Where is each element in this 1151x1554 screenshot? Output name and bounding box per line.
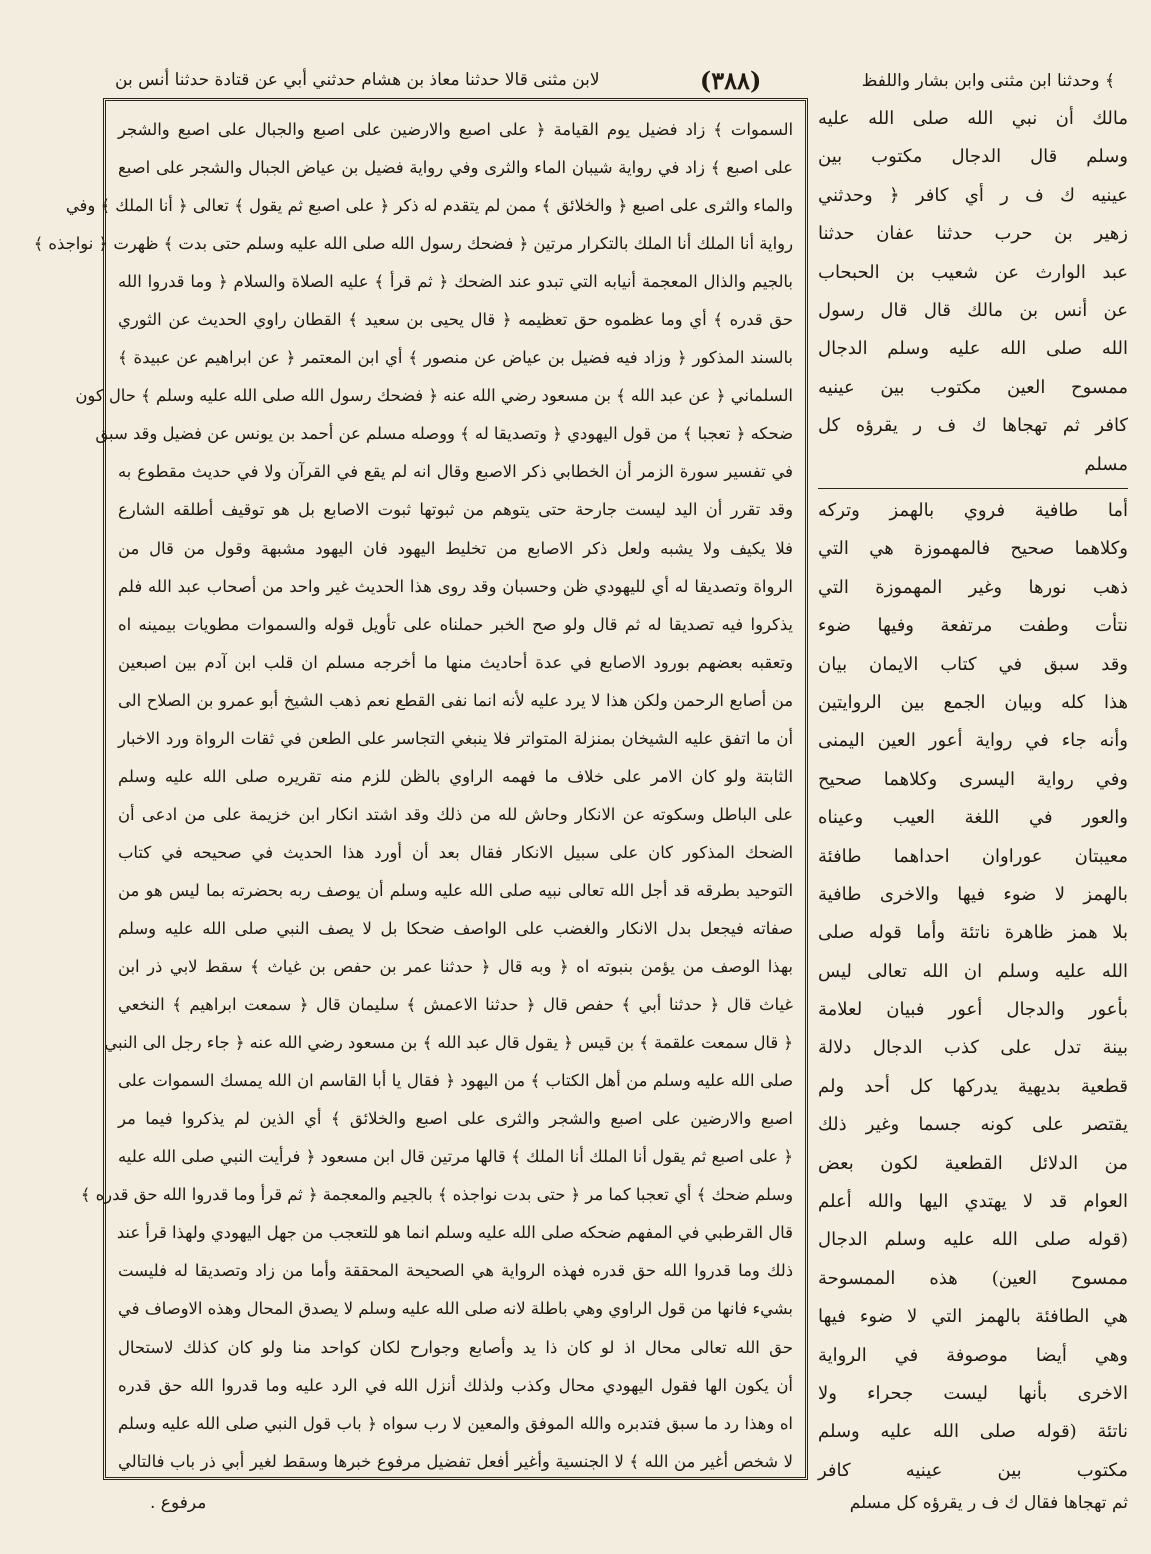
text-line: فلا يكيف ولا يشبه ولعل ذكر الاصابع من تخليط اليهود فان اليهود مشبهة وقول من قال من [118,538,793,558]
text-line: لا شخص أغير من الله ﴾ لا الجنسية وأغير أفعل تفضيل مرفوع خبرها وسقط لغير أبي ذر باب فالتالي [118,1451,793,1471]
text-line: اصبع والارضين على اصبع والشجر والثرى على اصبع والخلائق ﴾ أي الذين لم يذكروا فيما مر [118,1109,793,1129]
text-line: صلى الله عليه وسلم من أهل الكتاب ﴾ من اليهود ﴿ فقال يا أبا القاسم ان الله يمسك السموات على [118,1071,793,1091]
side-text-line: وفي رواية اليسرى وكلاهما صحيح [818,768,1128,790]
text-line: الرواة وتصديقا له أي لليهودي ظن وحسبان وقد روى هذا الحديث غير واحد من أصحاب عبد الله فلم [118,576,793,596]
side-text-line: العوام قد لا يهتدي اليها والله أعلم [818,1191,1128,1213]
side-text-line: ممسوح العين) هذه الممسوحة [818,1267,1128,1289]
side-text-line: أما طافية فروي بالهمز وتركه [818,500,1128,521]
text-line: بالجيم والذال المعجمة أنيابه التي تبدو عند الضحك ﴿ ثم قرأ ﴾ عليه الصلاة والسلام ﴿ وما قدروا الله [118,272,793,292]
text-line: الثابتة ولو كان الامر على خلاف ما فهمه الراوي بالظن للزم منه تقريره صلى الله عليه وسلم [118,766,793,786]
side-text-line: وسلم قال الدجال مكتوب بين [818,146,1128,168]
header-right-text: ﴾ وحدثنا ابن مثنى وابن بشار واللفظ [861,70,1115,91]
text-line: ﴿ قال سمعت علقمة ﴾ بن قيس ﴿ يقول قال عبد الله ﴾ بن مسعود رضي الله عنه ﴿ جاء رجل الى النبي [104,1033,793,1053]
side-text-line: الله عليه وسلم ان الله تعالى ليس [818,960,1128,982]
side-text-line: قطعية بديهية يدركها كل أحد ولم [818,1075,1128,1097]
side-text-line: عن أنس بن مالك قال قال رسول [818,299,1128,321]
text-line: ذلك وما قدروا الله حق قدره فهذه الرواية هي الصحيحة المحققة وأما من زاد وتصديقا له فليست [118,1261,793,1281]
side-text-line: وهي أيضا موصوفة في الرواية [818,1344,1128,1366]
side-text-line: معيبتان عوراوان احداهما طافئة [818,845,1128,867]
side-text-line: هذا كله وبيان الجمع بين الروايتين [818,691,1128,713]
side-text-line: الاخرى بأنها ليست جحراء ولا [818,1382,1128,1404]
side-text-line: بينة تدل على كذب الدجال دلالة [818,1037,1128,1059]
text-line: غياث قال ﴿ حدثنا أبي ﴾ حفص قال ﴿ حدثنا الاعمش ﴾ سليمان قال ﴿ سمعت ابراهيم ﴾ النخعي [118,995,793,1015]
text-line: على اصبع ﴾ زاد في رواية شيبان الماء والثرى وفي رواية فضيل بن عياض الجبال والشجر على اصبع [118,158,793,178]
text-line: الضحك المذكور كان على سبيل الانكار فقال بعد أن أورد هذا الحديث في صحيحه في كتاب [118,842,793,862]
side-text-line: يقتصر على كونه جسما وغير ذلك [818,1114,1128,1136]
text-line: في تفسير سورة الزمر أن الخطابي ذكر الاصبع وقال انه لم يقع في القرآن ولا في حديث مقطوع به [118,462,793,482]
side-text-line: مكتوب بين عينيه كافر [818,1459,1128,1481]
text-line: من أصابع الرحمن ولكن هذا لا يرد عليه لأنه انما نفى القطع نعم ذهب الشيخ أبو عمرو بن الصلاح الى [118,690,793,710]
side-text-line: بلا همز ظاهرة ناتئة وأما قوله صلى [818,922,1128,944]
side-text-line: مسلم [1084,453,1128,475]
text-line: بشيء فانها من قول الراوي وهي باطلة لانه صلى الله عليه وسلم لا يصدق المحال وهذه الاوصاف في [118,1299,793,1319]
text-line: صفاته فيجعل بدل الانكار والغضب على الواصف ضحكا بل لا يصف النبي صلى الله عليه وسلم [118,918,793,938]
text-line: حق الله تعالى محال اذ لو كان ذا يد وأصابع وجوارح لكان كواحد منا ولو كان كذلك لاستحال [118,1337,793,1357]
side-text-line: الله صلى الله عليه وسلم الدجال [818,338,1128,360]
side-text-line: وكلاهما صحيح فالمهموزة هي التي [818,538,1128,560]
text-line: بهذا الوصف من يؤمن بنبوته اه ﴿ وبه قال ﴿ حدثنا عمر بن حفص بن غياث ﴾ سقط لابي ذر ابن [118,957,793,977]
side-text-line: مالك أن نبي الله صلى الله عليه [818,108,1128,129]
side-text-line: ممسوح العين مكتوب بين عينيه [818,376,1128,398]
text-line: ﴿ على اصبع ثم يقول أنا الملك أنا الملك ﴾ قالها مرتين قال ابن مسعود ﴿ فرأيت النبي صلى الله عليه [118,1147,793,1167]
side-text-line: وقد سبق في كتاب الايمان بيان [818,653,1128,675]
text-line: وقد تقرر أن اليد ليست جارحة حتى يتوهم من ثبوتها ثبوت الاصابع بل هو توقيف أطلقه الشارع [118,500,793,520]
text-line: على الباطل وسكوته عن الانكار وحاش لله من ذلك وقد اشتد انكار ابن خزيمة على من ادعى أن [118,804,793,824]
side-text-line: عينيه ك ف ر أي كافر ﴿ وحدثني [818,184,1128,206]
text-line: وسلم ضحك ﴾ أي تعجبا كما مر ﴿ حتى بدت نواجذه ﴾ بالجيم والمعجمة ﴿ ثم قرأ وما قدروا الله حق قدره ﴾ [80,1185,793,1205]
text-line: أن يكون الها فقول اليهودي محال وكذب ولذلك أنزل الله في الرد عليه وما قدروا الله حق قدره [118,1375,793,1395]
footer-side-text: ثم تهجاها فقال ك ف ر يقرؤه كل مسلم [849,1493,1128,1513]
side-text-line: بأعور والدجال أعور فبيان لعلامة [818,999,1128,1021]
side-column-bottom [818,492,1128,1490]
header-left-text: لابن مثنى قالا حدثنا معاذ بن هشام حدثني أبي عن قتادة حدثنا أنس بن [115,70,600,90]
text-line: قال القرطبي في المفهم ضحكه صلى الله عليه وسلم انما هو للتعجب من جهل اليهودي ولهذا قرأ عند [116,1223,793,1243]
side-text-line: كافر ثم تهجاها ك ف ر يقرؤه كل [818,415,1128,437]
side-text-line: عبد الوارث عن شعيب بن الحبحاب [818,261,1128,283]
side-text-line: بالهمز لا ضوء فيها والاخرى طافية [818,883,1128,905]
side-text-line: ذهب نورها وغير المهموزة التي [818,576,1128,598]
side-column-top [818,100,1128,484]
text-line: السلماني ﴿ عن عبد الله ﴾ بن مسعود رضي الله عنه ﴿ فضحك رسول الله صلى الله عليه وسلم ﴾ حال كون [75,386,793,406]
side-divider [818,488,1128,489]
text-line: والماء والثرى على اصبع ﴿ والخلائق ﴾ ممن لم يتقدم له ذكر ﴿ على اصبع ثم يقول ﴾ تعالى ﴿ أنا الملك ﴾ وفي [65,196,793,216]
side-text-line: ناتئة (قوله صلى الله عليه وسلم [818,1421,1128,1443]
side-text-line: (قوله صلى الله عليه وسلم الدجال [818,1229,1128,1251]
footer-catchword: مرفوع . [150,1493,207,1513]
text-line: التوحيد بطرقه قد أجل الله تعالى نبيه صلى الله عليه وسلم أن يوصف ربه بحضرته بما ليس هو من [118,880,793,900]
page-number: (٣٨٨) [699,65,762,95]
side-text-line: هي الطافئة بالهمز التي لا ضوء فيها [818,1306,1128,1328]
page-header [115,60,1115,100]
side-text-line: نتأت وطفت مرتفعة وفيها ضوء [818,615,1128,637]
side-text-line: من الدلائل القطعية لكون بعض [818,1152,1128,1174]
text-line: وتعقبه بعضهم بورود الاصابع في عدة أحاديث منها ما أخرجه مسلم ان قلب ابن آدم بين اصبعين [118,652,793,672]
text-line: يذكروا فيه تصديقا له ثم قال ولو صح الخبر حملناه على تأويل قوله والسموات مطويات بيمينه اه [118,614,793,634]
text-line: رواية أنا الملك أنا الملك بالتكرار مرتين ﴿ فضحك رسول الله صلى الله عليه وسلم حتى بدت ﴾ ظهرت ﴿ نواجذه ﴾ [33,234,793,254]
side-text-line: والعور في اللغة العيب وعيناه [818,807,1128,829]
text-line: حق قدره ﴾ أي وما عظموه حق تعظيمه ﴿ قال يحيى بن سعيد ﴾ القطان راوي الحديث عن الثوري [118,310,793,330]
text-line: بالسند المذكور ﴿ وزاد فيه فضيل بن عياض عن منصور ﴾ أي ابن المعتمر ﴿ عن ابراهيم عن عبيدة ﴾ [118,348,793,368]
text-line: ضحكه ﴿ تعجبا ﴾ من قول اليهودي ﴿ وتصديقا له ﴾ ووصله مسلم عن أحمد بن يونس عن فضيل وقد سبق [95,424,793,444]
side-text-line: زهير بن حرب حدثنا عفان حدثنا [818,223,1128,245]
text-line: أن ما اتفق عليه الشيخان بمنزلة المتواتر فلا ينبغي التجاسر على الطعن في ثقات الرواة ورد الاخبار [118,728,793,748]
main-commentary-box [33,98,808,1480]
side-text-line: وأنه جاء في رواية أعور العين اليمنى [818,730,1128,752]
text-line: اه وهذا رد ما سبق فتدبره والله الموفق والمعين لا رب سواه ﴿ باب قول النبي صلى الله عليه وسلم [118,1413,793,1433]
text-line: السموات ﴾ زاد فضيل يوم القيامة ﴿ على اصبع والارضين على اصبع والجبال على اصبع والشجر [118,120,793,139]
